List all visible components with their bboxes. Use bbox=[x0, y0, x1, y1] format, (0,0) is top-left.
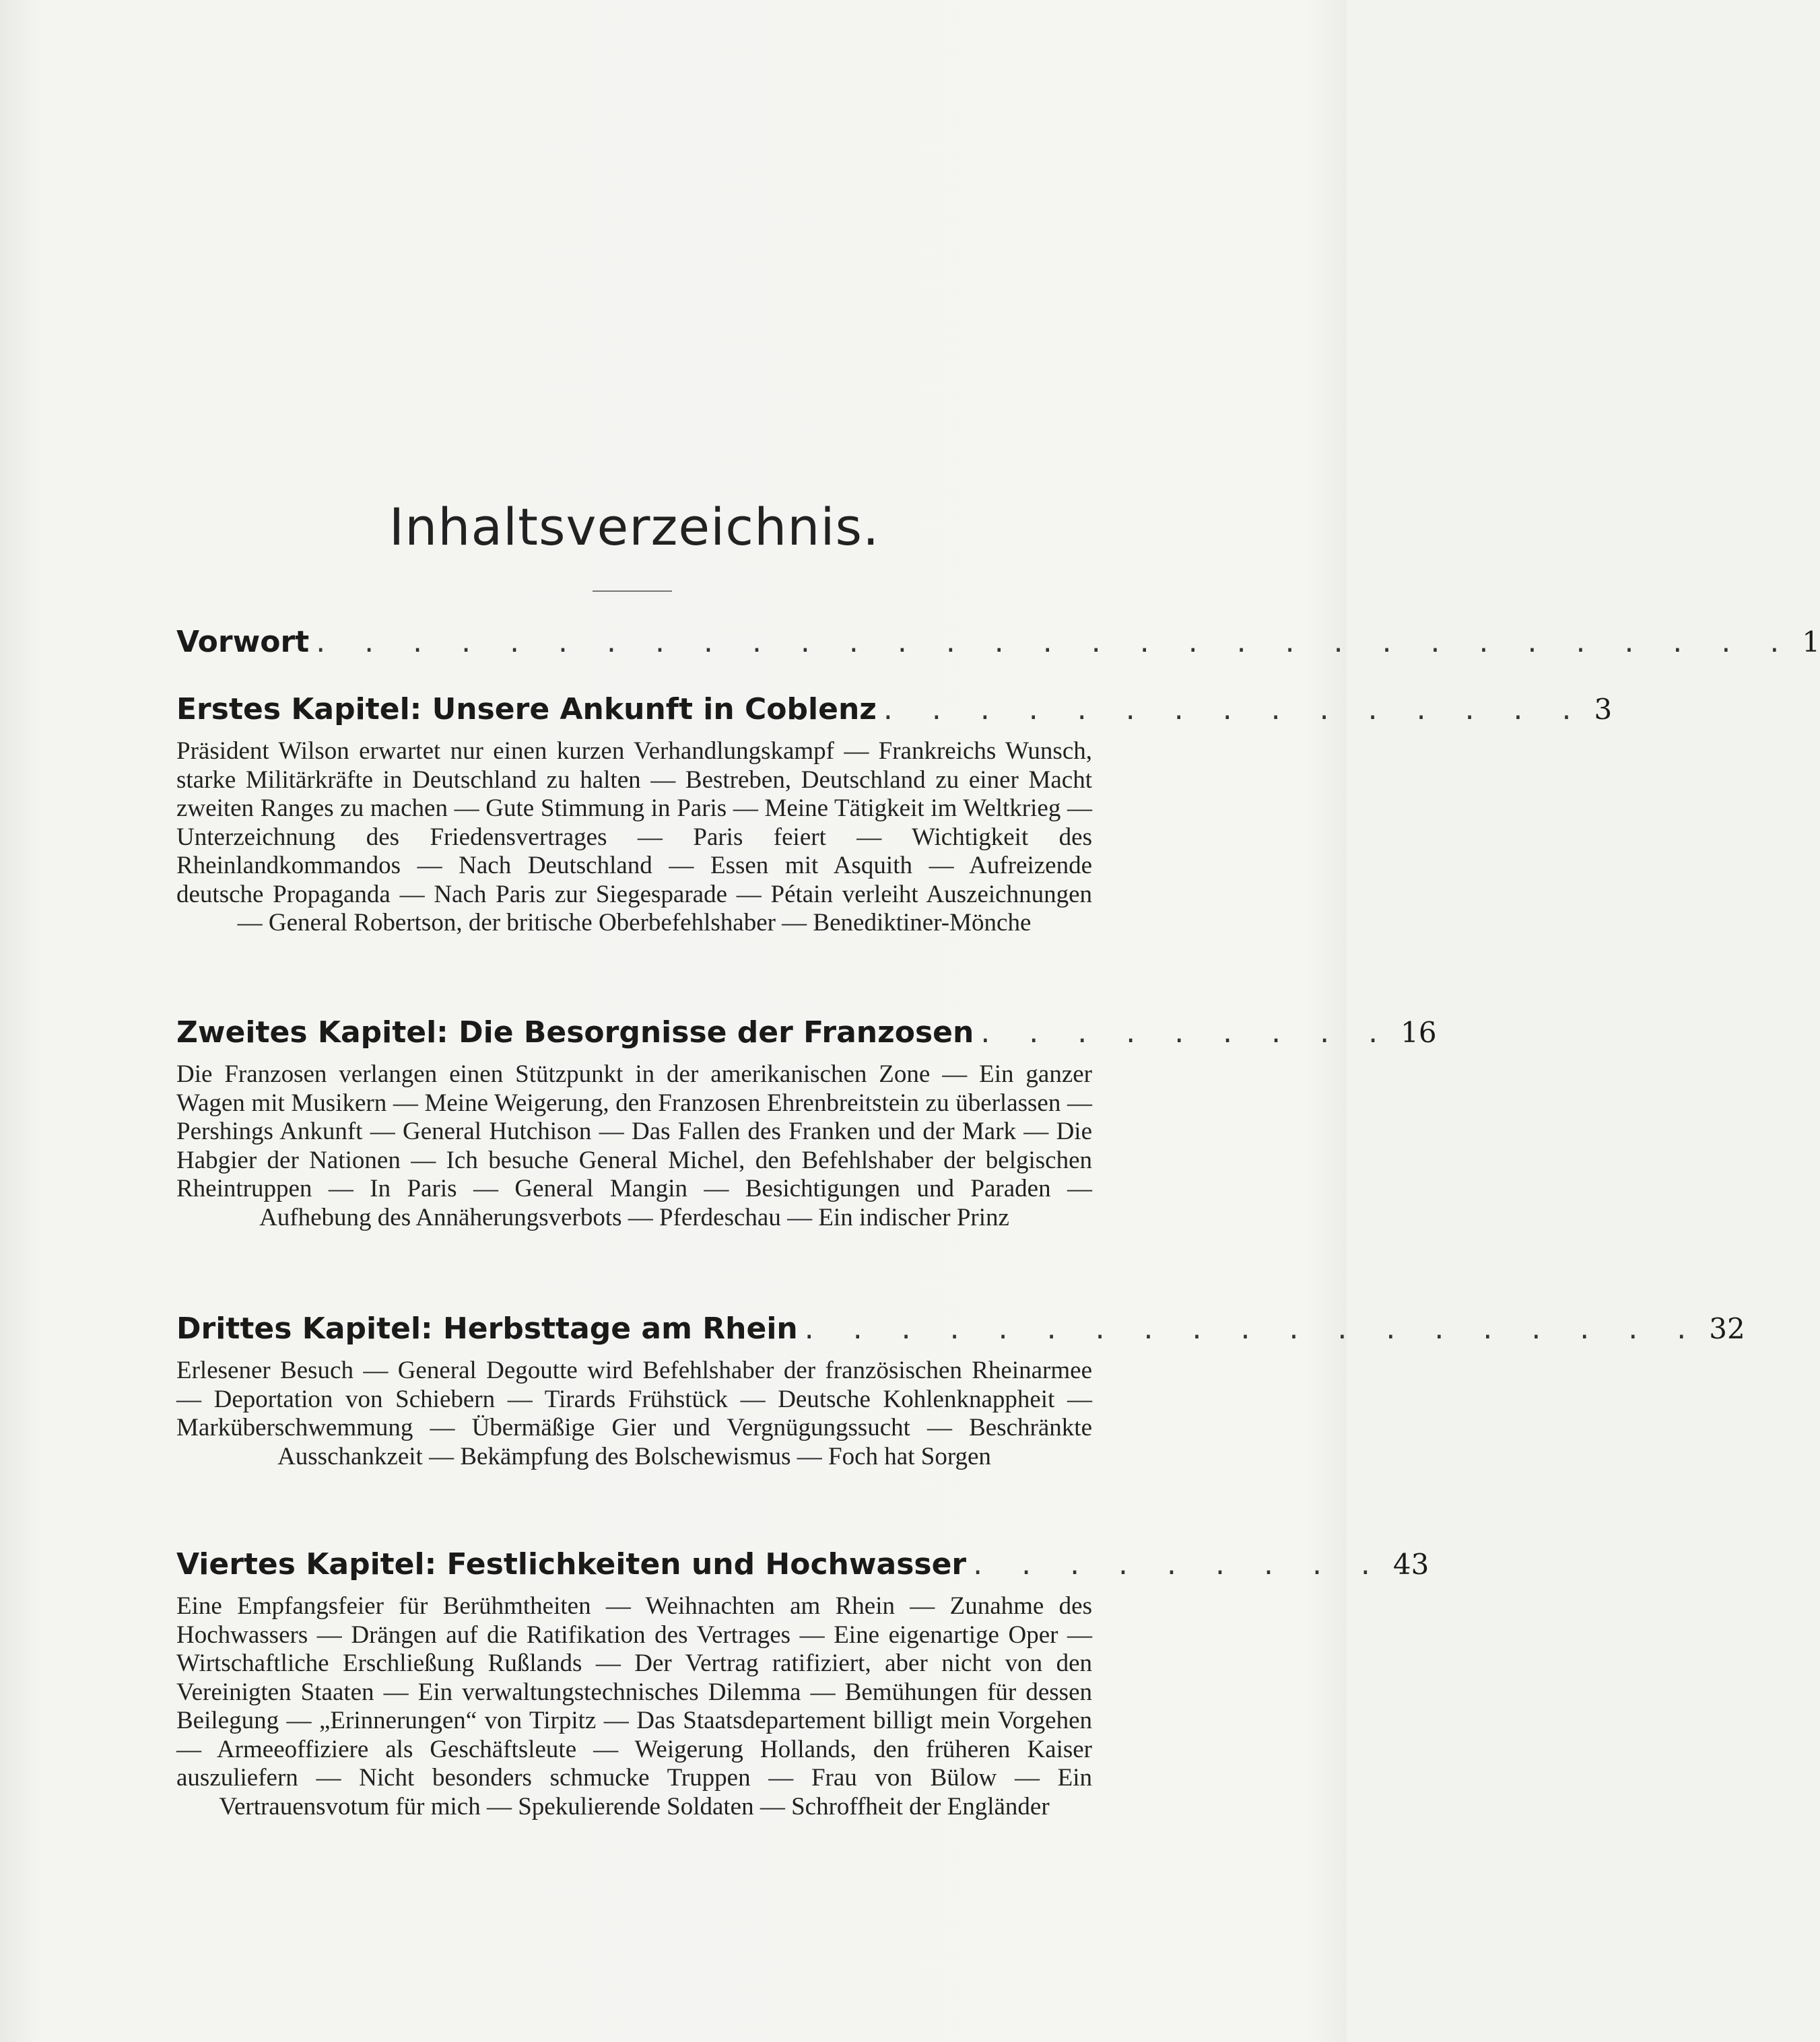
chapter-summary: Eine Empfangsfeier für Berühmtheiten — Weihnachten am Rhein — Zunahme des Hochwassers — Drängen auf die Ratifikation des Vertrages — Eine eigenartige Oper — Wirtschaftliche Erschließung Rußlands — Der Vertrag ratifiziert, aber nicht von den Vereinigten Staaten — Ein verwaltungstechnisches Dilemma — Bemühungen für dessen Beilegung — „Erinnerungen“ von Tirpitz — Das Staatsdepartement billigt mein Vorgehen — Armeeoffiziere als Geschäftsleute — Weigerung Hollands, den früheren Kaiser auszuliefern — Nicht besonders schmucke Truppen — Frau von Bülow — Ein Vertrauensvotum für mich — Spekulierende Soldaten — Schroffheit der Engländer bbox=[176, 1592, 1092, 1820]
toc-entry-heading bbox=[176, 1312, 1745, 1346]
toc-entry-vorwort[interactable] bbox=[176, 625, 1820, 659]
toc-entry-label: Erstes Kapitel: Unsere Ankunft in Coblenz bbox=[176, 692, 877, 726]
toc-entry-chapter-3[interactable] bbox=[176, 1312, 1745, 1471]
chapter-summary: Erlesener Besuch — General Degoutte wird Befehlshaber der französischen Rheinarmee — Deportation von Schiebern — Tirards Frühstück — Deutsche Kohlenknappheit — Marküberschwemmung — Übermäßige Gier und Vergnügungssucht — Beschränkte Ausschankzeit — Bekämpfung des Bolschewismus — Foch hat Sorgen bbox=[176, 1357, 1092, 1470]
toc-page-number: 1 bbox=[1802, 625, 1820, 658]
toc-entry-heading bbox=[176, 1547, 1429, 1581]
toc-entry-heading bbox=[176, 1015, 1437, 1050]
toc-entry-chapter-4[interactable] bbox=[176, 1547, 1429, 1821]
toc-entry-label: Vorwort bbox=[176, 625, 310, 659]
chapter-summary: Präsident Wilson erwartet nur einen kurzen Verhandlungskampf — Frankreichs Wunsch, starke Militärkräfte in Deutschland zu halten — Bestreben, Deutschland zu einer Macht zweiten Ranges zu machen — Gute Stimmung in Paris — Meine Tätigkeit im Weltkrieg — Unterzeichnung des Friedensvertrages — Paris feiert — Wichtigkeit des Rheinlandkommandos — Nach Deutschland — Essen mit Asquith — Aufreizende deutsche Propaganda — Nach Paris zur Siegesparade — Pétain verleiht Auszeichnungen — General Robertson, der britische Oberbefehlshaber — Benediktiner-Mönche bbox=[176, 737, 1092, 937]
toc-entry-label: Viertes Kapitel: Festlichkeiten und Hochwasser bbox=[176, 1547, 967, 1581]
toc-entry-heading bbox=[176, 692, 1613, 726]
toc-page-number: 3 bbox=[1594, 693, 1613, 726]
toc-page-number: 32 bbox=[1709, 1312, 1745, 1345]
dot-leader: . . . . . . . . . . . . . . . . . . . . . . . . . . . . . . . bbox=[316, 625, 1794, 659]
toc-entry-label: Drittes Kapitel: Herbsttage am Rhein bbox=[176, 1312, 798, 1346]
dot-leader: . . . . . . . . . bbox=[980, 1015, 1393, 1050]
toc-page-number: 16 bbox=[1401, 1016, 1437, 1049]
toc-page-number: 43 bbox=[1392, 1548, 1429, 1581]
dot-leader: . . . . . . . . . bbox=[973, 1547, 1385, 1581]
toc-entry-chapter-1[interactable] bbox=[176, 692, 1613, 938]
page-title: Inhaltsverzeichnis. bbox=[389, 497, 880, 557]
dot-leader: . . . . . . . . . . . . . . . . . . . bbox=[804, 1312, 1701, 1346]
title-divider bbox=[593, 590, 672, 592]
toc-entry-label: Zweites Kapitel: Die Besorgnisse der Franzosen bbox=[176, 1015, 974, 1050]
toc-entry-heading bbox=[176, 625, 1820, 659]
dot-leader: . . . . . . . . . . . . . . . bbox=[883, 692, 1586, 726]
chapter-summary: Die Franzosen verlangen einen Stützpunkt in der amerikanischen Zone — Ein ganzer Wagen mit Musikern — Meine Weigerung, den Franzosen Ehrenbreitstein zu überlassen — Pershings Ankunft — General Hutchison — Das Fallen des Franken und der Mark — Die Habgier der Nationen — Ich besuche General Michel, den Befehlshaber der belgischen Rheintruppen — In Paris — General Mangin — Besichtigungen und Paraden — Aufhebung des Annäherungsverbots — Pferdeschau — Ein indischer Prinz bbox=[176, 1060, 1092, 1231]
toc-entry-chapter-2[interactable] bbox=[176, 1015, 1437, 1232]
